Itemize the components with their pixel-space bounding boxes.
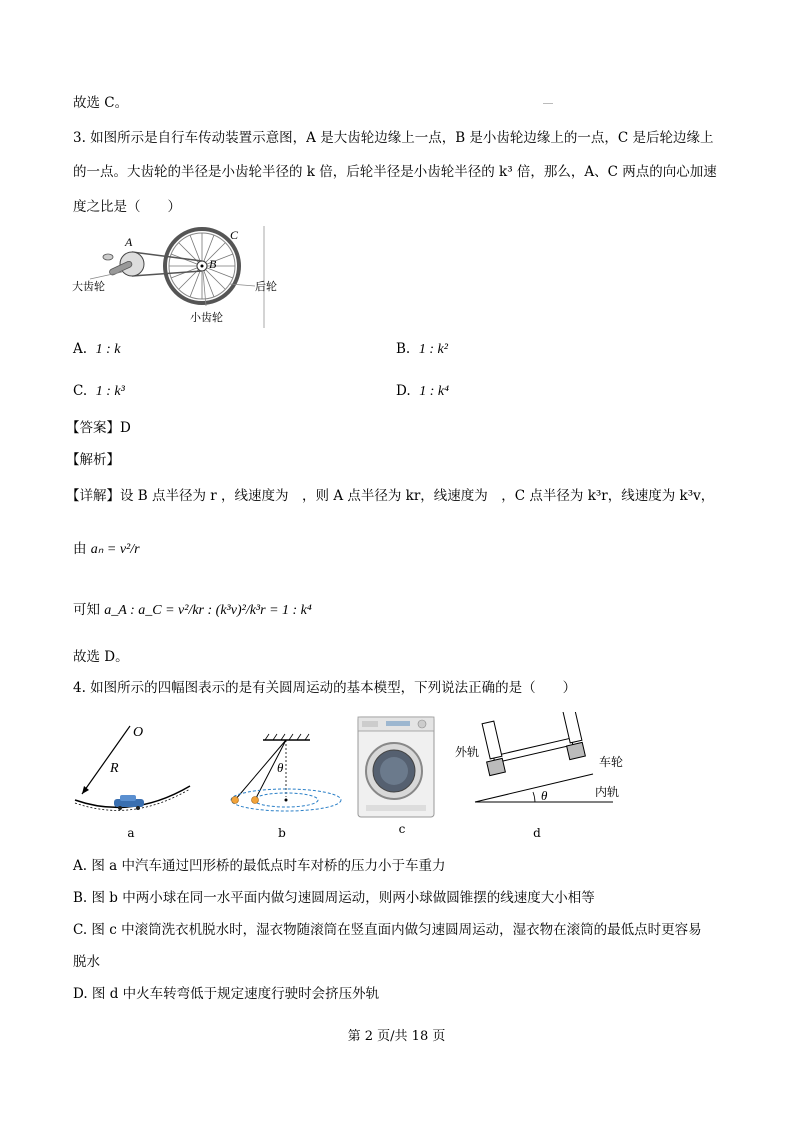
caption-a: a bbox=[127, 826, 135, 840]
q4-option-b: B. 图 b 中两小球在同一水平面内做匀速圆周运动，则两小球做圆锥摆的线速度大小相等 bbox=[73, 890, 595, 906]
label-theta-d: θ bbox=[541, 788, 548, 803]
formula1-prefix: 由 bbox=[73, 541, 87, 557]
label-a: A bbox=[125, 235, 133, 249]
label-wheel: 车轮 bbox=[599, 755, 624, 769]
q3-option-c-label: C. bbox=[73, 383, 88, 399]
q3-option-d bbox=[396, 383, 449, 400]
formula2-prefix: 可知 bbox=[73, 602, 100, 618]
q3-analysis-title: 【解析】 bbox=[66, 452, 120, 468]
bicycle-transmission-figure bbox=[70, 224, 290, 330]
q4-option-c-line1: C. 图 c 中滚筒洗衣机脱水时，湿衣物随滚筒在竖直面内做匀速圆周运动，湿衣物在滚筒的最低点时更容易 bbox=[73, 922, 702, 938]
q4-figure-d bbox=[453, 712, 628, 820]
q3-stem-line2: 的一点。大齿轮的半径是小齿轮半径的 k 倍，后轮半径是小齿轮半径的 k³ 倍，那么，A、C 两点的向心加速 bbox=[73, 164, 717, 180]
label-big-gear: 大齿轮 bbox=[72, 280, 105, 293]
label-o: O bbox=[133, 725, 144, 740]
caption-d: d bbox=[533, 826, 541, 840]
label-outer-rail: 外轨 bbox=[455, 745, 480, 759]
q3-formula2 bbox=[73, 600, 312, 621]
page-footer: 第 2 页/共 18 页 bbox=[347, 1029, 446, 1044]
label-rear-wheel: 后轮 bbox=[255, 280, 277, 293]
q3-option-a-value: 1 : k bbox=[95, 342, 121, 357]
q4-figure-b bbox=[225, 732, 350, 812]
q4-option-d: D. 图 d 中火车转弯低于规定速度行驶时会挤压外轨 bbox=[73, 986, 380, 1002]
label-r: R bbox=[110, 761, 119, 776]
label-c: C bbox=[230, 228, 239, 242]
q3-option-b bbox=[396, 341, 448, 358]
prev-conclusion: 故选 C。 bbox=[73, 95, 129, 111]
q3-option-b-value: 1 : k² bbox=[418, 342, 448, 357]
q3-formula1 bbox=[73, 539, 140, 560]
q3-option-d-label: D. bbox=[396, 383, 411, 399]
label-small-gear: 小齿轮 bbox=[190, 311, 223, 324]
formula1-expression: aₙ = v²/r bbox=[90, 542, 140, 557]
caption-c: c bbox=[398, 822, 406, 836]
q4-stem: 4. 如图所示的四幅图表示的是有关圆周运动的基本模型，下列说法正确的是（ ） bbox=[73, 680, 577, 696]
q3-option-b-label: B. bbox=[396, 341, 411, 357]
caption-b: b bbox=[278, 826, 286, 840]
label-theta: θ bbox=[277, 760, 284, 775]
q3-stem-line3: 度之比是（ ） bbox=[73, 199, 181, 215]
label-b: B bbox=[209, 257, 217, 271]
q3-option-c bbox=[73, 383, 125, 400]
q4-figure-a bbox=[70, 718, 195, 818]
q4-option-a: A. 图 a 中汽车通过凹形桥的最低点时车对桥的压力小于车重力 bbox=[73, 858, 446, 874]
q3-option-a-label: A. bbox=[73, 341, 88, 357]
q3-option-c-value: 1 : k³ bbox=[95, 384, 125, 399]
q4-figure-c bbox=[356, 715, 436, 820]
q3-detail: 【详解】设 B 点半径为 r ，线速度为 ，则 A 点半径为 kr，线速度为 ，C 点半径为 k³r，线速度为 k³v， bbox=[66, 488, 715, 504]
scan-mark bbox=[543, 103, 553, 104]
q3-option-a bbox=[73, 341, 121, 358]
formula2-expression: a_A : a_C = v²/kr : (k³v)²/k³r = 1 : k⁴ bbox=[104, 603, 312, 618]
q3-answer: 【答案】D bbox=[66, 420, 131, 436]
q3-option-d-value: 1 : k⁴ bbox=[419, 384, 449, 399]
q3-conclusion: 故选 D。 bbox=[73, 649, 129, 665]
label-inner-rail: 内轨 bbox=[595, 785, 620, 799]
q4-option-c-line2: 脱水 bbox=[73, 954, 100, 970]
q3-stem-line1: 3. 如图所示是自行车传动装置示意图，A 是大齿轮边缘上一点，B 是小齿轮边缘上的一点，C 是后轮边缘上 bbox=[73, 130, 714, 146]
